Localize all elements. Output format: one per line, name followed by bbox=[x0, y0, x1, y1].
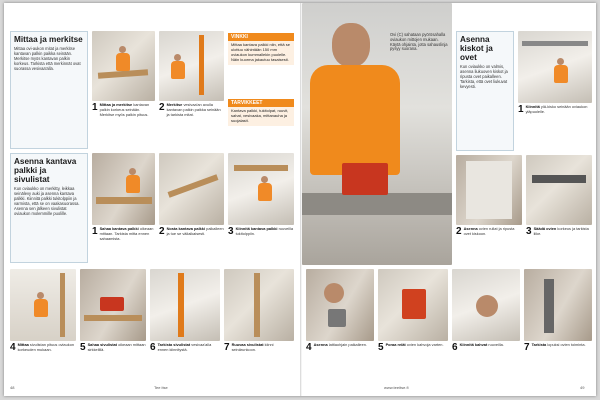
vinkki-text: Mittaa kantava palkki niin, että se ulottuu vähintään 150 mm oviaukon kummallekin puolelle. Näin kuorma jakautuu tasaisesti. bbox=[228, 41, 294, 65]
tarvikkeet-label: TARVIKKEET bbox=[228, 99, 294, 107]
photo-install-rail bbox=[518, 31, 592, 103]
tarvikkeet-text: Kantava palkki, tukitolpat, ruuvit, sahat, vesivaaka, mittanauha ja suojalasit. bbox=[228, 107, 294, 126]
section-intro: Mittaa ovi-aukon mitat ja merkitse kantavan palkin paikka seinään. Merkitse myös kantavan palkin korkeus. Tarkista että merkinnät ovat suorassa vesivaa'alla. bbox=[14, 46, 81, 72]
section-title: Asenna kantava palkki ja sivulistat bbox=[14, 157, 77, 184]
photo-drill-handle bbox=[378, 269, 448, 341]
caption-step: 2 Merkitse vesivaa'an avulla kantavan palkin paikka seinään ja tarkista mitat. bbox=[159, 102, 221, 117]
caption-step: 3 Säädä ovien korkeus ja tarkista liike. bbox=[526, 226, 589, 237]
caption-step: 5 Sahaa sivulistat oikeaan mittaan sirkkelillä. bbox=[80, 342, 146, 353]
caption-step: 4 Mittaa sivulistan pituus oviaukon korkeuden mukaan. bbox=[10, 342, 75, 353]
caption-step: 5 Poraa reiät ovien kahvoja varten. bbox=[378, 342, 444, 353]
photo-adjust-door bbox=[526, 155, 592, 225]
caption-step: 7 Tarkista lopuksi ovien toiminta. bbox=[524, 342, 586, 353]
caption-step: 2 Asenna ovien rullat ja ripusta ovet kiskoon. bbox=[456, 226, 515, 237]
caption-step: 4 Asenna lattiaohjain paikalleen. bbox=[306, 342, 368, 353]
caption-step: 6 Kiinnitä kahvat ruuveilla. bbox=[452, 342, 504, 353]
section-mittaa-box bbox=[10, 31, 88, 149]
tarvikkeet-box bbox=[228, 99, 294, 126]
photo-saw-side bbox=[80, 269, 146, 341]
section-intro: Kun oviaukko on valmis, asenna liukuoven kiskot ja ripusta ovet paikalleen. Tarkista, että ovet liukuvat kevyesti. bbox=[460, 64, 508, 90]
caption-step: 1 Mittaa ja merkitse kantavan palkin korkeus seinään. Merkitse myös palkin pituus. bbox=[92, 102, 150, 117]
page-number: 48 bbox=[10, 385, 15, 390]
caption-step: 1 Sahaa kantava palkki oikeaan mittaan. Tarkista mitta ennen sahaamista. bbox=[92, 226, 154, 241]
section-asenna-kiskot-box bbox=[456, 31, 514, 151]
page-footer: www.teeitse.fi bbox=[384, 385, 409, 390]
section-title: Asenna kiskot ja ovet bbox=[460, 35, 493, 62]
caption-step: 2 Nosta kantava palkki paikalleen ja tue se väliaikaisesti. bbox=[159, 226, 224, 237]
page-gutter bbox=[300, 3, 302, 396]
photo-level-side bbox=[150, 269, 220, 341]
caption-step: 1 Kiinnitä ylä-kisko seinään oviaukon yläpuolelle. bbox=[518, 104, 588, 115]
photo-measure-side bbox=[10, 269, 76, 341]
section-title: Mittaa ja merkitse bbox=[14, 35, 83, 44]
photo-lift-beam bbox=[159, 153, 224, 225]
photo-measure-wall bbox=[92, 31, 155, 101]
vinkki-box bbox=[228, 33, 294, 65]
photo-saw-beam bbox=[92, 153, 155, 225]
caption-step: 3 Kiinnitä kantava palkki ruuveilla tukitolppiin. bbox=[228, 226, 294, 237]
photo-fix-beam bbox=[228, 153, 294, 225]
caption-step: 7 Ruuvaa sivulistat kiinni seinärunkoon. bbox=[224, 342, 274, 353]
page-number: 49 bbox=[580, 385, 585, 390]
photo-check-door bbox=[524, 269, 592, 341]
photo-screw-side bbox=[224, 269, 294, 341]
photo-fix-handle bbox=[452, 269, 520, 341]
page-footer: Tee itse bbox=[154, 385, 168, 390]
magazine-spread bbox=[4, 3, 596, 396]
photo-floor-guide bbox=[306, 269, 374, 341]
photo-hang-door bbox=[456, 155, 522, 225]
section-asenna-palkki-box bbox=[10, 153, 88, 263]
section-intro: Kun oviaukko on merkitty, leikkaa seinälevy auki ja asenna kantava palkki. Kiinnitä palkki tukitolppiin ja varmista, että se on vaakasuorassa. Asenna sen jälkeen sivulistat oviaukon molemmille puolille. bbox=[14, 186, 80, 217]
photo-mark-wall bbox=[159, 31, 224, 101]
hero-caption: Ovi (C) sahataan pyörösahalla oviaukon mittojen mukaan. Käytä ohjainta, jotta sahauslinja pysyy suorana. bbox=[390, 32, 448, 52]
caption-step: 6 Tarkista sivulistat vesivaa'alla ennen kiinnitystä. bbox=[150, 342, 212, 353]
vinkki-label: VINKKI bbox=[228, 33, 294, 41]
